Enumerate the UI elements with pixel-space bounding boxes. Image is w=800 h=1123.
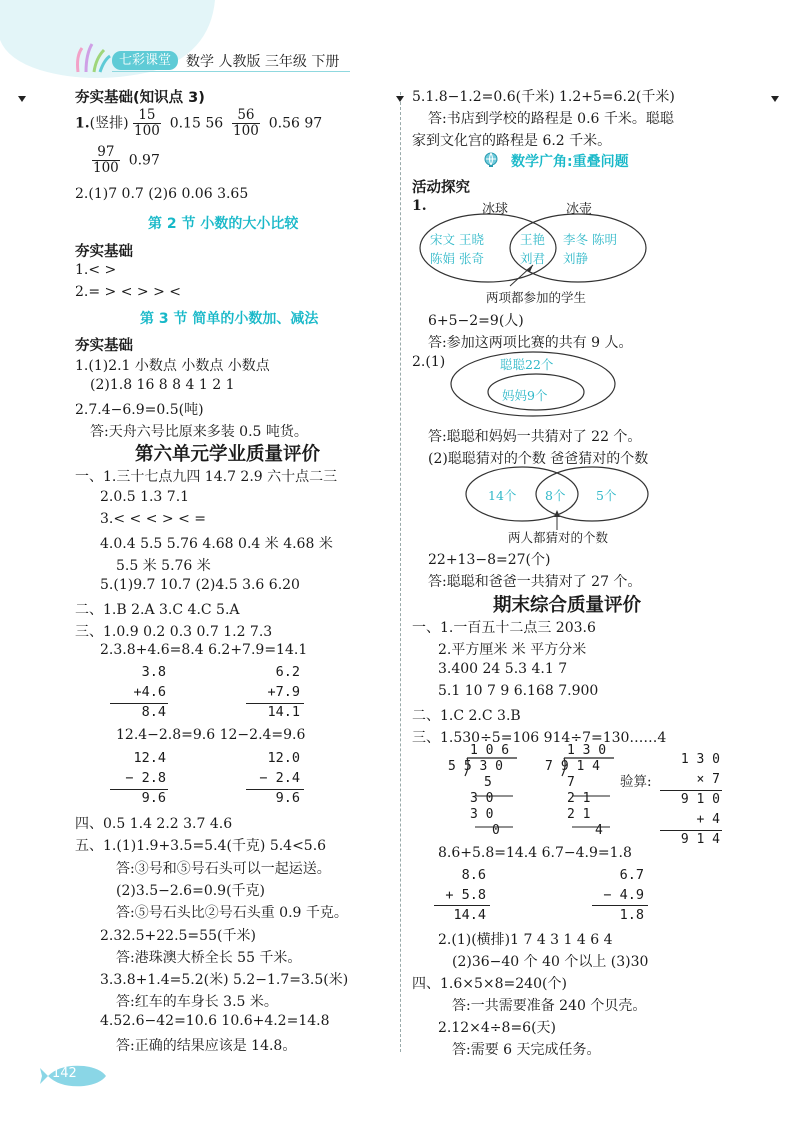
answer-line: 答:书店到学校的路程是 0.6 千米。聪聪: [428, 111, 674, 127]
venn-label: 冰球: [482, 202, 509, 217]
answer-line: 答:红车的车身长 3.5 米。: [116, 994, 278, 1010]
answer-line: (2)36−40 个 40 个以上 (3)30: [452, 954, 649, 970]
inner-set-label: 妈妈9个: [502, 388, 548, 403]
vertical-calc: 12.0 − 2.4 9.6: [259, 750, 300, 806]
answer-line: 2.32.5+22.5=55(千米): [100, 928, 256, 944]
answer-line: 1.(1)2.1 小数点 小数点 小数点: [75, 358, 270, 374]
answer-line: 答:⑤号石头比②号石头重 0.9 千克。: [116, 905, 348, 921]
answer-line: 3.3.8+1.4=5.2(米) 5.2−1.7=3.5(米): [100, 972, 349, 988]
long-division: 1 0 6 5 5 3 0 5 3 0 3 0 0: [448, 743, 510, 838]
answer-line: 6+5−2=9(人): [428, 313, 524, 329]
answer-line: 2.平方厘米 米 平方分米: [438, 642, 587, 658]
calc-rule: [110, 703, 168, 704]
question-number: 1.: [412, 198, 427, 214]
venn-overlap-value: 8个: [545, 488, 566, 503]
section-heading: 夯实基础: [75, 244, 133, 260]
answer-line: 答:一共需要准备 240 个贝壳。: [452, 998, 647, 1014]
answer-line: 2.(1)(横排)1 7 4 3 1 4 6 4: [438, 932, 613, 948]
answer-line: 三、1.0.9 0.2 0.3 0.7 1.2 7.3: [75, 624, 273, 640]
section-title: 数学广角:重叠问题: [511, 154, 629, 170]
answer-line: 三、1.530÷5=106 914÷7=130……4: [412, 730, 667, 746]
calc-rule: [110, 789, 168, 790]
venn-names-overlap: 王艳 刘君: [520, 232, 546, 266]
venn-caption: 两项都参加的学生: [486, 290, 587, 305]
answer-line: 4.0.4 5.5 5.76 4.68 0.4 米 4.68 米: [100, 536, 333, 552]
answer-line: 2.= > < > > <: [75, 284, 181, 300]
outer-set-label: 聪聪22个: [500, 357, 554, 372]
division-bracket: [455, 756, 525, 836]
venn-names-right: 李冬 陈明 刘静: [563, 232, 617, 266]
answer-line: $\frac{97}{100}$ 0.97: [93, 144, 160, 176]
answer-line: (2)聪聪猜对的个数 爸爸猜对的个数: [428, 451, 649, 467]
answer-line: 5.(1)9.7 10.7 (2)4.5 3.6 6.20: [100, 577, 300, 593]
section-heading: 夯实基础(知识点 3): [75, 90, 205, 106]
calc-rule: [592, 905, 648, 906]
calc-rule: [660, 790, 722, 791]
vertical-calc: 12.4 − 2.8 9.6: [125, 750, 166, 806]
calc-rule: [246, 789, 304, 790]
answer-line: 5.1 10 7 9 6.168 7.900: [438, 683, 599, 699]
vertical-calc: 3.8 +4.6 8.4: [133, 664, 166, 720]
answer-line: 答:聪聪和妈妈一共猜对了 22 个。: [428, 429, 642, 445]
answer-line: 2.7.4−6.9=0.5(吨): [75, 402, 204, 418]
venn-label: 冰壶: [566, 202, 593, 217]
vertical-calc: 8.6 + 5.8 14.4: [445, 867, 486, 923]
venn-caption: 两人都猜对的个数: [508, 530, 609, 545]
answer-line: 家到文化宫的路程是 6.2 千米。: [412, 133, 612, 149]
section-title: 第 3 节 简单的小数加、减法: [140, 311, 319, 327]
answer-line: 四、1.6×5×8=240(个): [412, 976, 567, 992]
answer-line: 8.6+5.8=14.4 6.7−4.9=1.8: [438, 845, 632, 861]
unit-title: 期末综合质量评价: [493, 595, 642, 616]
calc-rule: [434, 905, 490, 906]
unit-title: 第六单元学业质量评价: [135, 444, 321, 465]
answer-line: 四、0.5 1.4 2.2 3.7 4.6: [75, 816, 233, 832]
answer-line: 一、1.一百五十二点三 203.6: [412, 620, 596, 636]
answer-line: 5.1.8−1.2=0.6(千米) 1.2+5=6.2(千米): [412, 89, 675, 105]
venn-left-value: 14个: [488, 488, 517, 503]
answer-line: 一、1.三十七点九四 14.7 2.9 六十点二三: [75, 469, 338, 485]
vertical-calc: 6.2 +7.9 14.1: [267, 664, 300, 720]
answer-line: 22+13−8=27(个): [428, 552, 551, 568]
answer-line: 答:③号和⑤号石头可以一起运送。: [116, 861, 331, 877]
answer-line: 2.0.5 1.3 7.1: [100, 489, 190, 505]
check-label: 验算:: [620, 774, 652, 790]
vertical-calc: 6.7 − 4.9 1.8: [603, 867, 644, 923]
answer-line: 答:参加这两项比赛的共有 9 人。: [428, 335, 633, 351]
answer-line: 答:聪聪和爸爸一共猜对了 27 个。: [428, 574, 642, 590]
division-bracket: [552, 756, 622, 836]
answer-line: 2.(1): [412, 354, 446, 370]
fraction: $\frac{15}{100}$: [134, 107, 160, 139]
answer-line: (2)1.8 16 8 8 4 1 2 1: [90, 377, 235, 393]
answer-line: 1.< >: [75, 262, 117, 278]
answer-line: 3.< < < > < =: [100, 511, 206, 527]
left-column-marker: [18, 96, 26, 102]
center-column-marker: [396, 96, 404, 102]
column-divider: [400, 92, 401, 1052]
answer-line: 2.3.8+4.6=8.4 6.2+7.9=14.1: [100, 642, 308, 658]
calc-rule: [246, 703, 304, 704]
long-division: 1 3 0 7 9 1 4 7 2 1 2 1 4: [545, 743, 607, 838]
answer-line: (2)3.5−2.6=0.9(千克): [116, 883, 266, 899]
venn-names-left: 宋文 王晓 陈娟 张奇: [430, 232, 484, 266]
book-info: 数学 人教版 三年级 下册: [186, 54, 340, 70]
header-underline: [112, 71, 350, 72]
answer-line: 12.4−2.8=9.6 12−2.4=9.6: [116, 727, 306, 743]
section-heading: 夯实基础: [75, 338, 133, 354]
fraction: $\frac{56}{100}$: [233, 107, 259, 139]
globe-icon: [483, 152, 499, 168]
answer-line: 五、1.(1)1.9+3.5=5.4(千克) 5.4<5.6: [75, 838, 327, 854]
answer-line: 二、1.B 2.A 3.C 4.C 5.A: [75, 602, 240, 618]
answer-line: 2.12×4÷8=6(天): [438, 1020, 557, 1036]
calc-rule: [660, 830, 722, 831]
section-title: 第 2 节 小数的大小比较: [148, 216, 299, 232]
answer-line: 答:天舟六号比原来多装 0.5 吨货。: [90, 424, 308, 440]
page-number: 142: [52, 1066, 77, 1081]
answer-line: 2.(1)7 0.7 (2)6 0.06 3.65: [75, 186, 249, 202]
venn-right-value: 5个: [596, 488, 617, 503]
right-column-marker: [771, 96, 779, 102]
fraction: $\frac{97}{100}$: [93, 144, 119, 176]
answer-line: 5.5 米 5.76 米: [116, 558, 211, 574]
answer-line: 4.52.6−42=10.6 10.6+4.2=14.8: [100, 1013, 330, 1029]
check-calc: 1 3 0 × 7 9 1 0 + 4 9 1 4: [680, 752, 720, 847]
answer-line: 答:港珠澳大桥全长 55 千米。: [116, 950, 302, 966]
section-heading: 活动探究: [412, 180, 470, 196]
answer-line: 答:正确的结果应该是 14.8。: [116, 1038, 297, 1054]
answer-line: 3.400 24 5.3 4.1 7: [438, 661, 568, 677]
series-tag: 七彩课堂: [112, 51, 178, 70]
answer-line: 答:需要 6 天完成任务。: [452, 1042, 601, 1058]
answer-line: 二、1.C 2.C 3.B: [412, 708, 521, 724]
answer-line: 1.(竖排) $\frac{15}{100}$ 0.15 56 $\frac{56}{100}$ 0.56 97: [75, 107, 323, 139]
